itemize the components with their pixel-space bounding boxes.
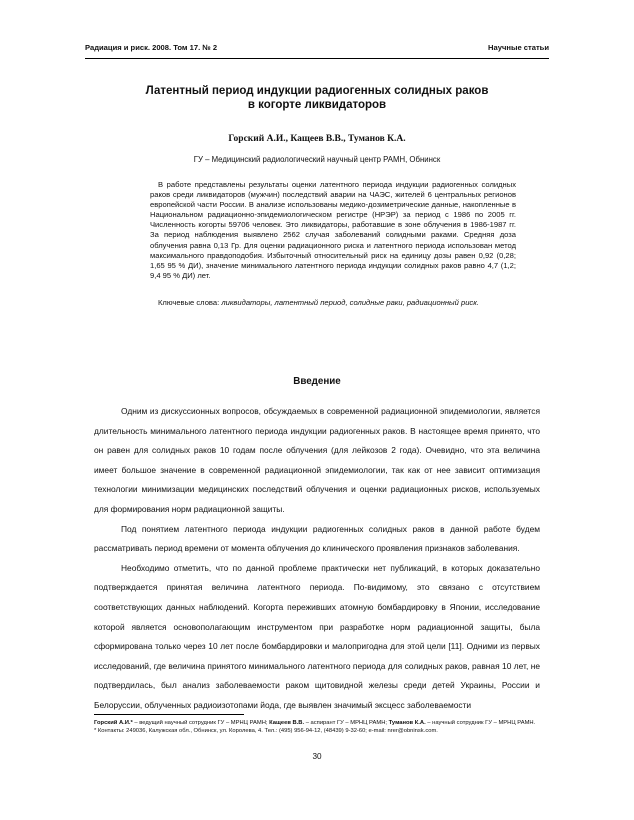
title-line-2: в когорте ликвидаторов xyxy=(247,99,387,111)
footnote-author-1-role: – ведущий научный сотрудник ГУ – МРНЦ РАМН; xyxy=(132,720,270,726)
journal-citation: Радиация и риск. 2008. Том 17. № 2 xyxy=(85,43,218,52)
section-heading: Введение xyxy=(293,376,341,387)
keywords-label: Ключевые слова: xyxy=(158,298,220,307)
running-header xyxy=(85,43,549,57)
page-number: 30 xyxy=(312,752,322,761)
footnote-author-2-role: – аспирант ГУ – МРНЦ РАМН; xyxy=(304,720,389,726)
author-footnote xyxy=(94,719,540,727)
author-list: Горский А.И., Кащеев В.В., Туманов К.А. xyxy=(228,134,406,144)
body-text xyxy=(94,402,540,716)
footnote-author-3-role: – научный сотрудник ГУ – МРНЦ РАМН. xyxy=(425,720,536,726)
affiliation: ГУ – Медицинский радиологический научный центр РАМН, Обнинск xyxy=(193,155,441,164)
footnote-author-1: Горский А.И.* xyxy=(94,720,133,726)
paragraph: Одним из дискуссионных вопросов, обсуждаемых в современной радиационной эпидемиологии, является длительность минимального латентного периода индукции радиогенных раков. В настоящее время принято, что он равен для солидных раков 10 годам после облучения (для лейкозов 2 года). Очевидно, что эта величина имеет большое значение в современной радиационной эпидемиологии, так как от нее зависит оптимизация технологии минимизации медицинских последствий облучения и оценки радиационных рисков, используемых для формирования норм радиационной защиты. xyxy=(94,406,540,514)
section-label: Научные статьи xyxy=(488,43,549,52)
footnote-author-2: Кащеев В.В. xyxy=(269,720,305,726)
keywords xyxy=(150,298,516,308)
abstract: В работе представлены результаты оценки латентного периода индукции радиогенных солидных раков среди ликвидаторов (мужчин) последствий аварии на ЧАЭС, жителей 6 центральных регионов европейской части России. В анализе использованы медико-дозиметрические данные, накопленные в Национальном радиационно-эпидемиологическом регистре (НРЭР) за период с 1986 по 2005 гг. Численность когорты 59706 человек. Это ликвидаторы, работавшие в зоне облучения в 1986-1987 гг. За период наблюдения выявлено 2562 случая заболеваний солидными раками. Средняя доза облучения равна 0,13 Гр. Для оценки радиационного риска и латентного периода использован метод максимального правдоподобия. Избыточный относительный риск на единицу дозы равен 0,92 (0,28; 1,65 95 % ДИ), значение минимального латентного периода индукции солидных раков равно 4,7 (1,2; 9,4 95 % ДИ) лет. xyxy=(150,180,516,280)
title-line-1: Латентный период индукции радиогенных солидных раков xyxy=(145,85,489,97)
header-divider xyxy=(85,58,549,59)
contacts-footnote: * Контакты: 249036, Калужская обл., Обнинск, ул. Королева, 4. Тел.: (495) 956-94-12, (48439) 9-32-60; e-mail: nrer@obninsk.com. xyxy=(94,728,438,735)
footnote-divider xyxy=(94,714,244,715)
footnotes xyxy=(94,719,540,735)
paragraph: Под понятием латентного периода индукции радиогенных солидных раков в данной работе будем рассматривать период времени от момента облучения до клинического проявления признаков заболевания. xyxy=(94,523,540,554)
paragraph: Необходимо отметить, что по данной проблеме практически нет публикаций, в которых доказательно подтверждается принятая величина латентного периода. По-видимому, это связано с отсутствием соответствующих данных наблюдений. Когорта переживших атомную бомбардировку в Японии, исследование которой является основополагающим инструментом при разработке норм радиационной защиты, была сформирована только через 10 лет после бомбардировки и малопригодна для этой цели [11]. Одними из первых исследований, где величина принятого минимального латентного периода для солидных раков, равная 10 лет, не подтвердилась, был анализ заболеваемости раком щитовидной железы среди детей Украины, России и Белоруссии, облученных радиоизотопами йода, где выявлен значимый эксцесс заболеваемости xyxy=(94,562,540,710)
keywords-list: ликвидаторы, латентный период, солидные раки, радиационный риск. xyxy=(221,298,479,307)
article-title xyxy=(100,84,534,112)
footnote-author-3: Туманов К.А. xyxy=(388,720,426,726)
